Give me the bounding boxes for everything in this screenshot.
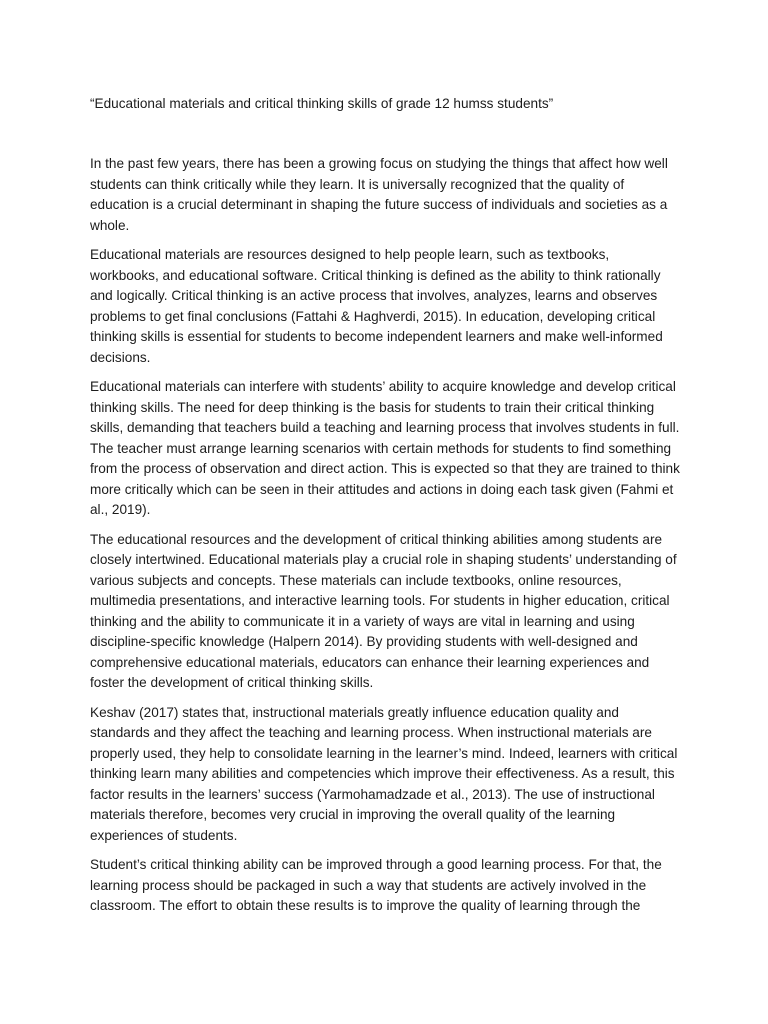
document-page xyxy=(90,0,680,1024)
paragraph-4: The educational resources and the development of critical thinking abilities among students are closely intertwined. Educational materials play a crucial role in shaping students’ understanding of various subjects and concepts. These materials can include textbooks, online resources, multimedia presentations, and interactive learning tools. For students in higher education, critical thinking and the ability to communicate it in a variety of ways are vital in learning and using discipline-specific knowledge (Halpern 2014). By providing students with well-designed and comprehensive educational materials, educators can enhance their learning experiences and foster the development of critical thinking skills. xyxy=(90,531,677,690)
document-body xyxy=(90,154,680,926)
paragraph-3: Educational materials can interfere with students’ ability to acquire knowledge and develop critical thinking skills. The need for deep thinking is the basis for students to train their critical thinking skills, demanding that teachers build a teaching and learning process that involves students in full. The teacher must arrange learning scenarios with certain methods for students to find something from the process of observation and direct action. This is expected so that they are trained to think more critically which can be seen in their attitudes and actions in doing each task given (Fahmi et al., 2019). xyxy=(90,379,680,517)
paragraph-1: In the past few years, there has been a growing focus on studying the things that affect how well students can think critically while they learn. It is universally recognized that the quality of education is a crucial determinant in shaping the future success of individuals and societies as a whole. xyxy=(90,156,668,233)
paragraph-5: Keshav (2017) states that, instructional materials greatly influence education quality and standards and they affect the teaching and learning process. When instructional materials are properly used, they help to consolidate learning in the learner’s mind. Indeed, learners with critical thinking learn many abilities and competencies which improve their effectiveness. As a result, this factor results in the learners’ success (Yarmohamadzade et al., 2013). The use of instructional materials therefore, becomes very crucial in improving the overall quality of the learning experiences of students. xyxy=(90,704,678,843)
paragraph-2: Educational materials are resources designed to help people learn, such as textbooks, workbooks, and educational software. Critical thinking is defined as the ability to think rationally and logically. Critical thinking is an active process that involves, analyzes, learns and observes problems to get final conclusions (Fattahi & Haghverdi, 2015). In education, developing critical thinking skills is essential for students to become independent learners and make well-informed decisions. xyxy=(90,247,663,365)
paragraph-6: Student’s critical thinking ability can be improved through a good learning process. For that, the learning process should be packaged in such a way that students are actively involved in the classroom. The effort to obtain these results is to improve the quality of learning through the xyxy=(90,857,662,913)
document-title: “Educational materials and critical thinking skills of grade 12 humss students” xyxy=(90,96,554,111)
